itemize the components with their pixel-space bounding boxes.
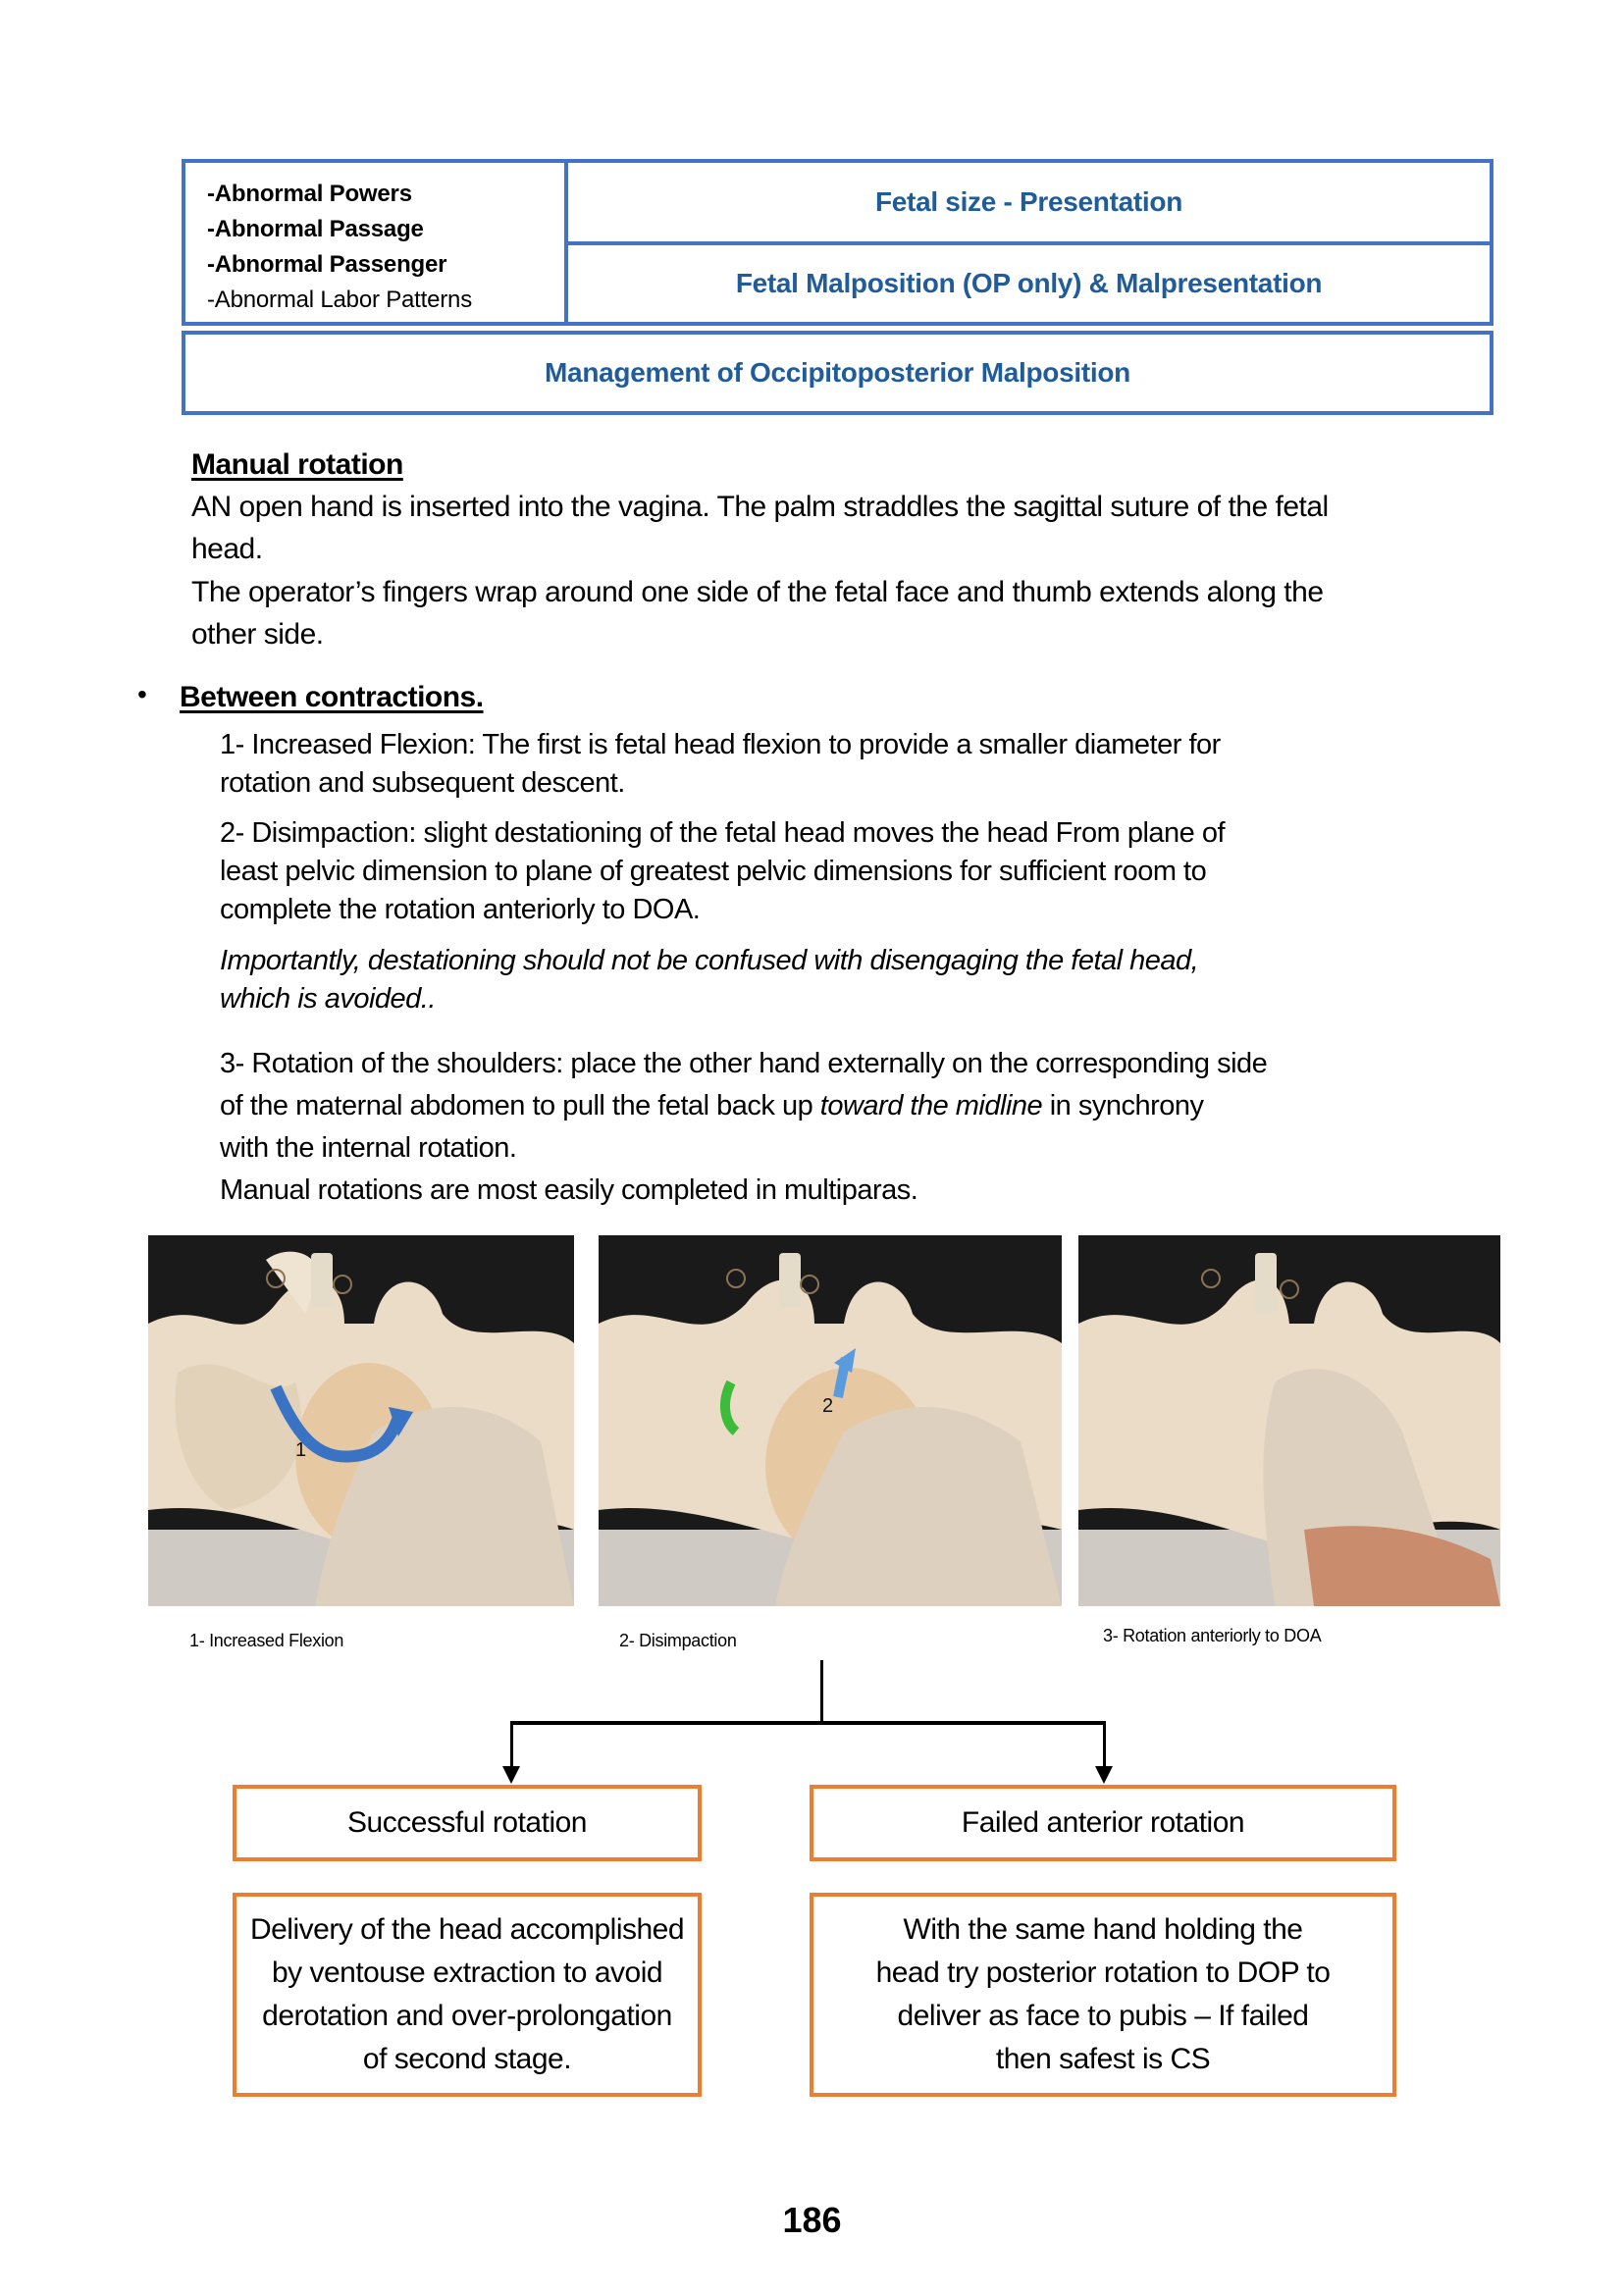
step2-line: complete the rotation anteriorly to DOA. [220, 894, 701, 925]
figure-increased-flexion-photo [148, 1235, 574, 1606]
detail-line: deliver as face to pubis – If failed [897, 2000, 1309, 2032]
pelvis-model-image [599, 1235, 1062, 1606]
outcome-title: Successful rotation [347, 1806, 587, 1839]
topic-abnormal-powers: -Abnormal Powers [207, 181, 412, 207]
destationing-note-line: Importantly, destationing should not be confused with disengaging the fetal head, [220, 945, 1199, 976]
figure-caption-rotation: 3- Rotation anteriorly to DOA [1103, 1626, 1322, 1645]
between-contractions-heading: Between contractions. [180, 681, 484, 713]
step3-text: of the maternal abdomen to pull the fetal back up [220, 1090, 820, 1121]
manual-rotation-line: AN open hand is inserted into the vagina. The palm straddles the sagittal suture of the fetal [191, 491, 1329, 523]
flow-connector-left [510, 1721, 513, 1768]
section-title-box [182, 331, 1493, 415]
detail-line: Delivery of the head accomplished [249, 1913, 685, 1946]
step3-emphasis: toward the midline [819, 1090, 1043, 1121]
outcome-successful-rotation [233, 1785, 702, 1861]
subtopic-box-malposition [564, 241, 1493, 326]
step2-line: 2- Disimpaction: slight destationing of the fetal head moves the head From plane of [220, 817, 1226, 849]
step2-line: least pelvic dimension to plane of greatest pelvic dimensions for sufficient room to [220, 856, 1207, 887]
subtopic-malposition-title: Fetal Malposition (OP only) & Malpresentation [735, 268, 1323, 298]
arrow-down-icon [502, 1766, 520, 1784]
pelvis-model-image [1078, 1235, 1500, 1606]
section-title: Management of Occipitoposterior Malposition [545, 357, 1130, 388]
subtopic-box-fetal-size [564, 159, 1493, 245]
step1-line: rotation and subsequent descent. [220, 767, 625, 799]
detail-line: With the same hand holding the [903, 1913, 1303, 1946]
detail-line: head try posterior rotation to DOP to [875, 1956, 1331, 1989]
outcome-failed-rotation [810, 1785, 1396, 1861]
manual-rotation-line: head. [191, 533, 263, 565]
figure-caption-flexion: 1- Increased Flexion [189, 1631, 344, 1650]
manual-rotation-line: other side. [191, 618, 324, 651]
topic-abnormal-labor-patterns: -Abnormal Labor Patterns [207, 287, 473, 313]
step3-line: with the internal rotation. [220, 1132, 517, 1164]
detail-line: of second stage. [362, 2043, 572, 2075]
flow-connector-stem [820, 1660, 823, 1724]
topic-abnormal-passage: -Abnormal Passage [207, 216, 424, 242]
flow-connector-bar [510, 1721, 1106, 1725]
page-number: 186 [782, 2200, 842, 2240]
figure-annotation-2: 2 [822, 1395, 834, 1417]
detail-line: by ventouse extraction to avoid [271, 1956, 663, 1989]
figure-rotation-photo [1078, 1235, 1500, 1606]
topic-abnormal-passenger: -Abnormal Passenger [207, 251, 447, 278]
figure-disimpaction-photo [599, 1235, 1062, 1606]
successful-rotation-detail [233, 1893, 702, 2097]
manual-rotation-heading: Manual rotation [191, 448, 403, 481]
failed-rotation-detail [810, 1893, 1396, 2097]
detail-line: then safest is CS [995, 2043, 1211, 2075]
bullet-icon: • [137, 679, 147, 709]
flow-connector-right [1103, 1721, 1106, 1768]
manual-rotation-line: The operator’s fingers wrap around one side of the fetal face and thumb extends along the [191, 576, 1324, 608]
step3-line [220, 1085, 1204, 1127]
detail-line: derotation and over-prolongation [262, 2000, 672, 2032]
multiparas-note: Manual rotations are most easily completed in multiparas. [220, 1174, 918, 1206]
outcome-title: Failed anterior rotation [961, 1806, 1245, 1839]
step3-text: in synchrony [1042, 1090, 1204, 1121]
arrow-down-icon [1095, 1766, 1113, 1784]
figure-annotation-1: 1 [295, 1439, 307, 1461]
step3-line: 3- Rotation of the shoulders: place the other hand externally on the corresponding side [220, 1048, 1268, 1079]
subtopic-fetal-size-title: Fetal size - Presentation [874, 186, 1183, 217]
pelvis-model-image [148, 1235, 574, 1606]
destationing-note-line: which is avoided.. [220, 983, 436, 1015]
step1-line: 1- Increased Flexion: The first is fetal head flexion to provide a smaller diameter for [220, 729, 1221, 760]
chapter-topics-box [182, 159, 568, 326]
figure-caption-disimpaction: 2- Disimpaction [619, 1631, 737, 1650]
